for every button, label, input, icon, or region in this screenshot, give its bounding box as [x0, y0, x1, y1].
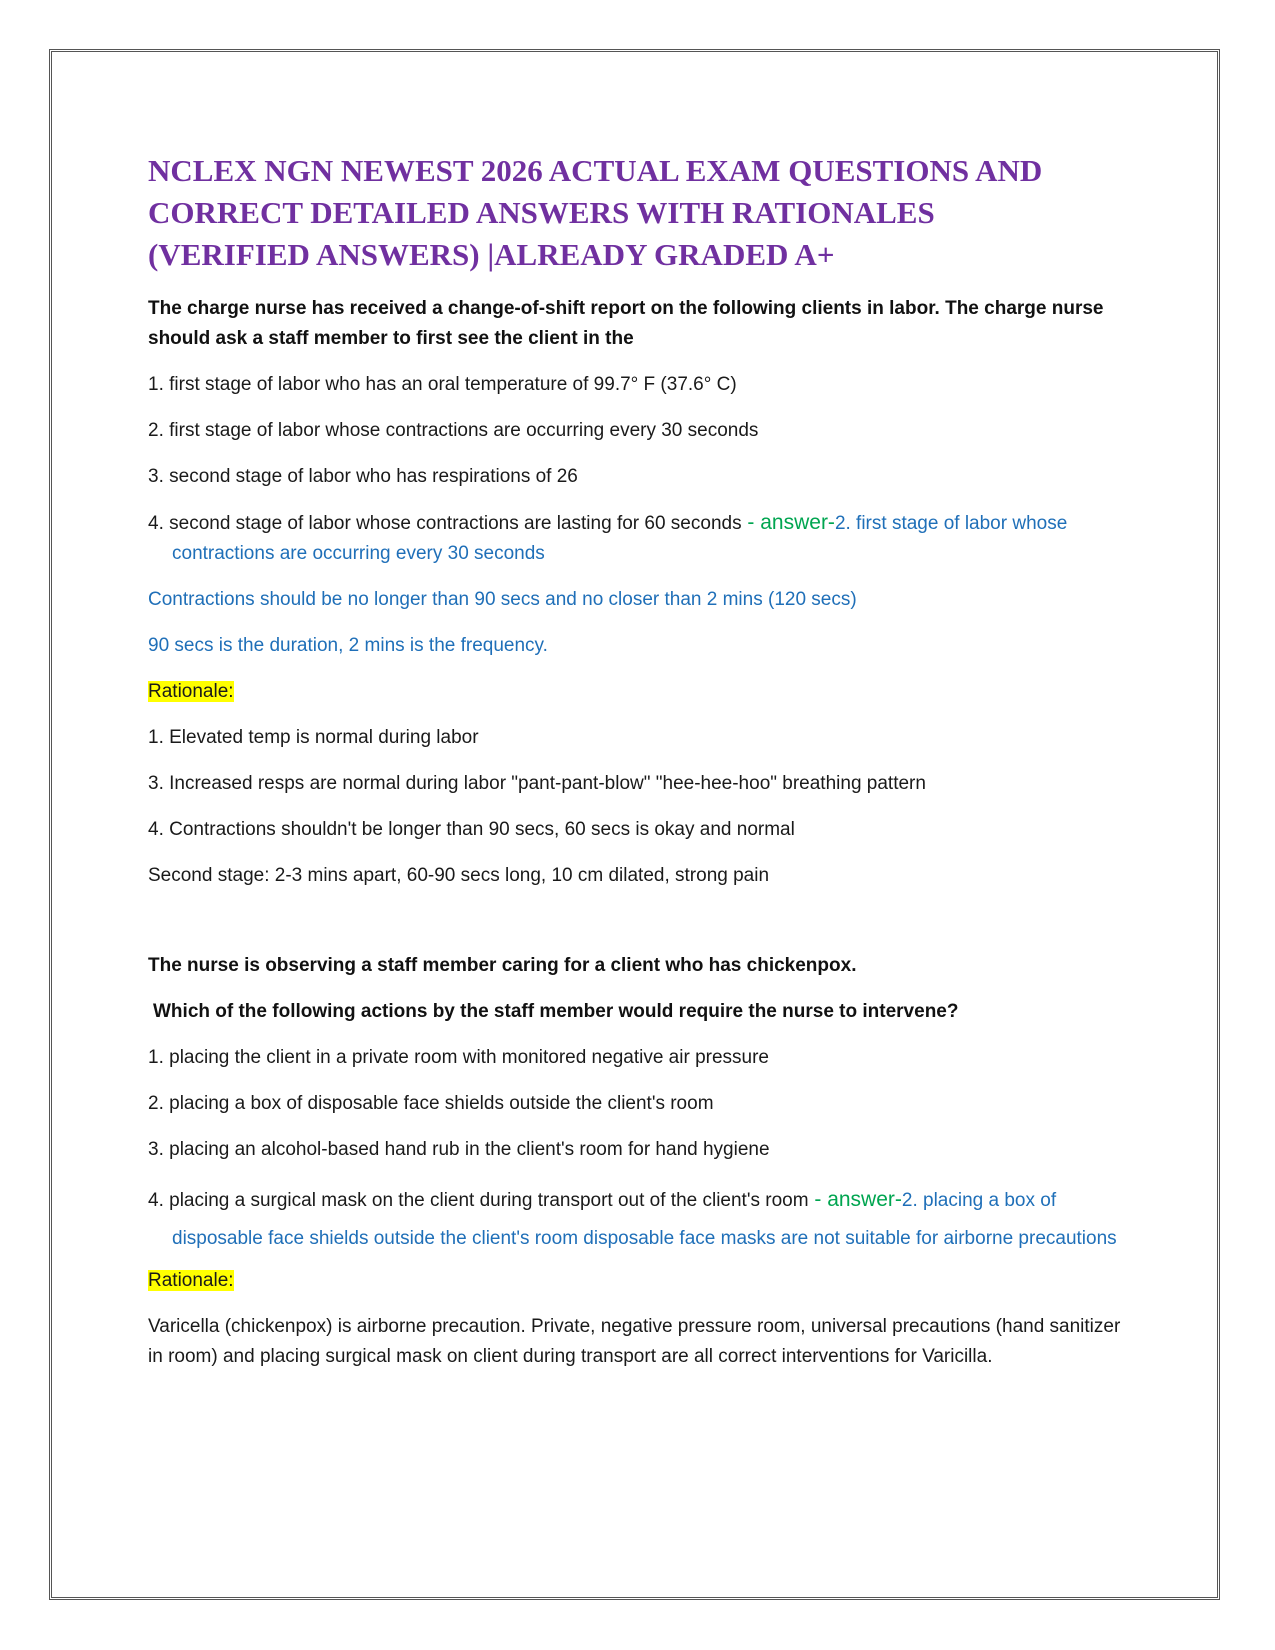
q2-rationale-label [148, 1266, 1138, 1296]
q2-rationale-text: Varicella (chickenpox) is airborne precaution. Private, negative pressure room, universal precautions (hand sanitizer in room) and placing surgical mask on client during transport are all correct interventions for Varicilla. [148, 1316, 1121, 1367]
q1-answer-text: 2. first stage of labor whose contractions are occurring every 30 seconds [172, 513, 1068, 564]
title-line-2: CORRECT DETAILED ANSWERS WITH RATIONALES [148, 195, 935, 230]
q2-option-4-text: 4. placing a surgical mask on the client during transport out of the client's room [148, 1190, 809, 1211]
section-spacer [148, 907, 1138, 951]
q1-rationale-line-2: 3. Increased resps are normal during labor "pant-pant-blow" "hee-hee-hoo" breathing pattern [148, 773, 926, 794]
q1-stem: The charge nurse has received a change-of-shift report on the following clients in labor. The charge nurse should ask a staff member to first see the client in the [148, 298, 1104, 349]
q2-option-2: 2. placing a box of disposable face shields outside the client's room [148, 1093, 714, 1114]
q1-option-4 [148, 508, 1138, 569]
q1-rationale-label [148, 677, 1138, 707]
q1-rationale-line-4: Second stage: 2-3 mins apart, 60-90 secs long, 10 cm dilated, strong pain [148, 865, 770, 886]
document-body [148, 150, 1138, 1388]
q2-option-1: 1. placing the client in a private room with monitored negative air pressure [148, 1047, 769, 1068]
title-line-1: NCLEX NGN NEWEST 2026 ACTUAL EXAM QUESTIONS AND [148, 153, 1043, 188]
q1-rationale-highlight: Rationale: [148, 681, 234, 702]
q1-option-4-text: 4. second stage of labor whose contractions are lasting for 60 seconds [148, 513, 742, 534]
q1-rationale-line-3: 4. Contractions shouldn't be longer than 90 secs, 60 secs is okay and normal [148, 819, 795, 840]
q2-option-3: 3. placing an alcohol-based hand rub in the client's room for hand hygiene [148, 1139, 770, 1160]
q1-answer-tag: - answer- [741, 511, 835, 534]
q1-rationale-line-1: 1. Elevated temp is normal during labor [148, 727, 479, 748]
q1-option-3: 3. second stage of labor who has respirations of 26 [148, 466, 578, 487]
q2-stem-line-1: The nurse is observing a staff member caring for a client who has chickenpox. [148, 955, 857, 976]
q1-note-2: 90 secs is the duration, 2 mins is the frequency. [148, 635, 548, 656]
document-title [148, 150, 1138, 276]
q1-note-1: Contractions should be no longer than 90 secs and no closer than 2 mins (120 secs) [148, 589, 857, 610]
q1-option-1: 1. first stage of labor who has an oral temperature of 99.7° F (37.6° C) [148, 374, 737, 395]
q2-option-4 [148, 1181, 1138, 1258]
q2-answer-tag: - answer- [808, 1188, 902, 1211]
q1-option-2: 2. first stage of labor whose contractions are occurring every 30 seconds [148, 420, 759, 441]
q2-stem-line-2: Which of the following actions by the staff member would require the nurse to intervene? [153, 1001, 959, 1022]
q2-answer-text: 2. placing a box of disposable face shields outside the client's room disposable face masks are not suitable for airborne precautions [172, 1190, 1117, 1249]
title-line-3: (VERIFIED ANSWERS) |ALREADY GRADED A+ [148, 237, 835, 272]
q2-rationale-highlight: Rationale: [148, 1270, 234, 1291]
